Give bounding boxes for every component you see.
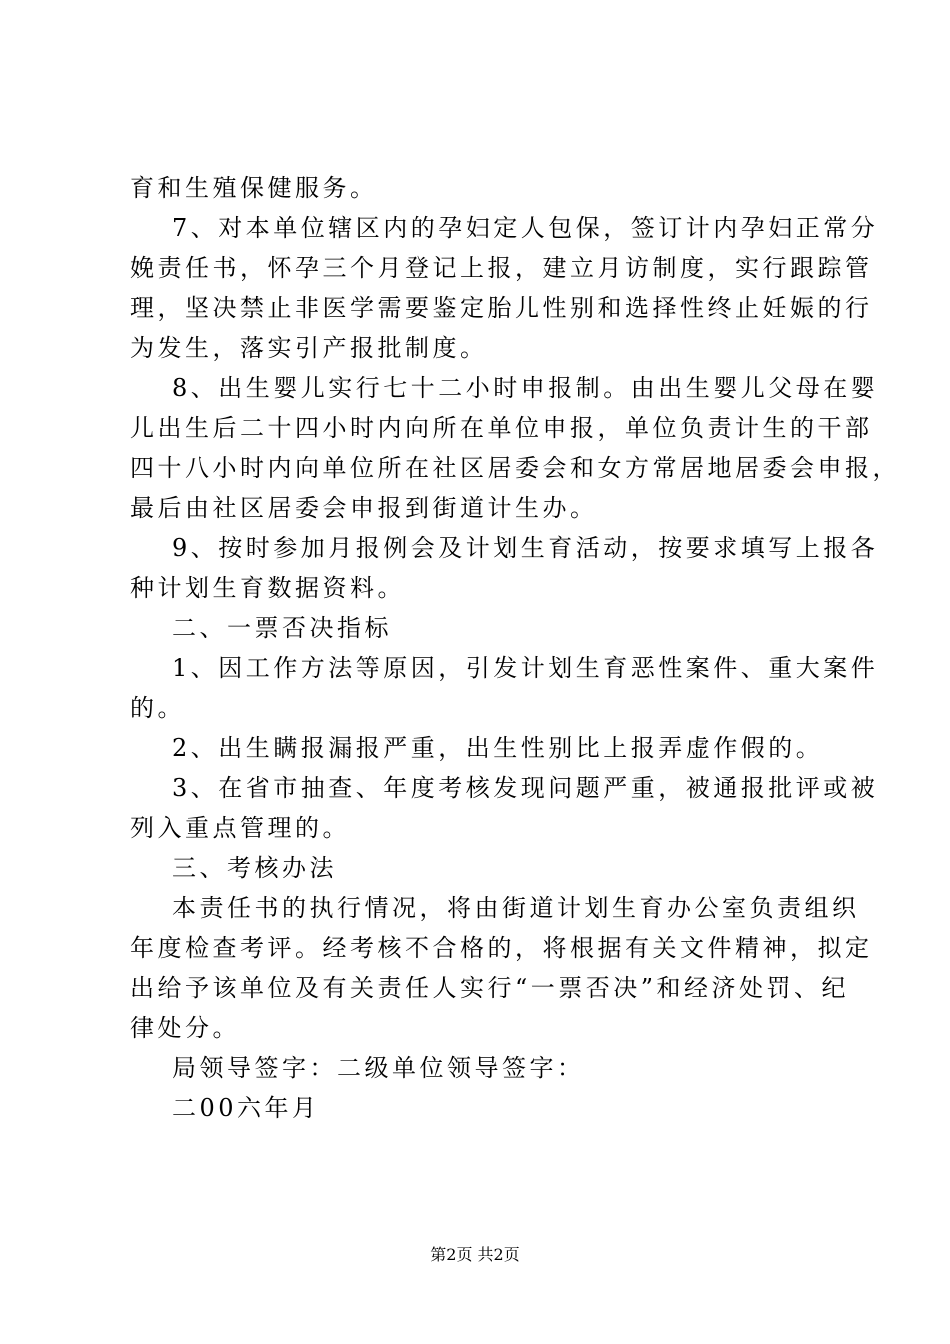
text-line: 儿出生后二十四小时内向所在单位申报，单位负责计生的干部	[130, 414, 873, 442]
text-line: 2、出生瞒报漏报严重，出生性别比上报弄虚作假的。	[172, 734, 824, 762]
text-line: 二、一票否决指标	[172, 614, 392, 642]
text-line: 律处分。	[130, 1014, 240, 1042]
text-line: 8、出生婴儿实行七十二小时申报制。由出生婴儿父母在婴	[172, 374, 879, 402]
text-line: 二00六年月	[172, 1094, 320, 1122]
document-body	[130, 168, 900, 1128]
text-line: 最后由社区居委会申报到街道计生办。	[130, 494, 598, 522]
text-line: 为发生，落实引产报批制度。	[130, 334, 488, 362]
text-line: 1、因工作方法等原因，引发计划生育恶性案件、重大案件	[172, 654, 879, 682]
text-line: 列入重点管理的。	[130, 814, 350, 842]
text-line: 9、按时参加月报例会及计划生育活动，按要求填写上报各	[172, 534, 879, 562]
text-line: 本责任书的执行情况，将由街道计划生育办公室负责组织	[172, 894, 860, 922]
text-line: 7、对本单位辖区内的孕妇定人包保，签订计内孕妇正常分	[172, 214, 879, 242]
page-footer: 第2页 共2页	[430, 1245, 520, 1264]
text-line: 局领导签字：二级单位领导签字：	[172, 1054, 585, 1082]
text-line: 的。	[130, 694, 185, 722]
text-line: 育和生殖保健服务。	[130, 174, 378, 202]
text-line: 四十八小时内向单位所在社区居委会和女方常居地居委会申报，	[130, 454, 900, 482]
text-line: 年度检查考评。经考核不合格的，将根据有关文件精神，拟定	[130, 934, 873, 962]
text-line: 种计划生育数据资料。	[130, 574, 405, 602]
text-line: 出给予该单位及有关责任人实行“一票否决”和经济处罚、纪	[130, 974, 850, 1002]
text-line: 3、在省市抽查、年度考核发现问题严重，被通报批评或被	[172, 774, 879, 802]
text-line: 理，坚决禁止非医学需要鉴定胎儿性别和选择性终止妊娠的行	[130, 294, 873, 322]
text-line: 三、考核办法	[172, 854, 337, 882]
text-line: 娩责任书，怀孕三个月登记上报，建立月访制度，实行跟踪管	[130, 254, 873, 282]
